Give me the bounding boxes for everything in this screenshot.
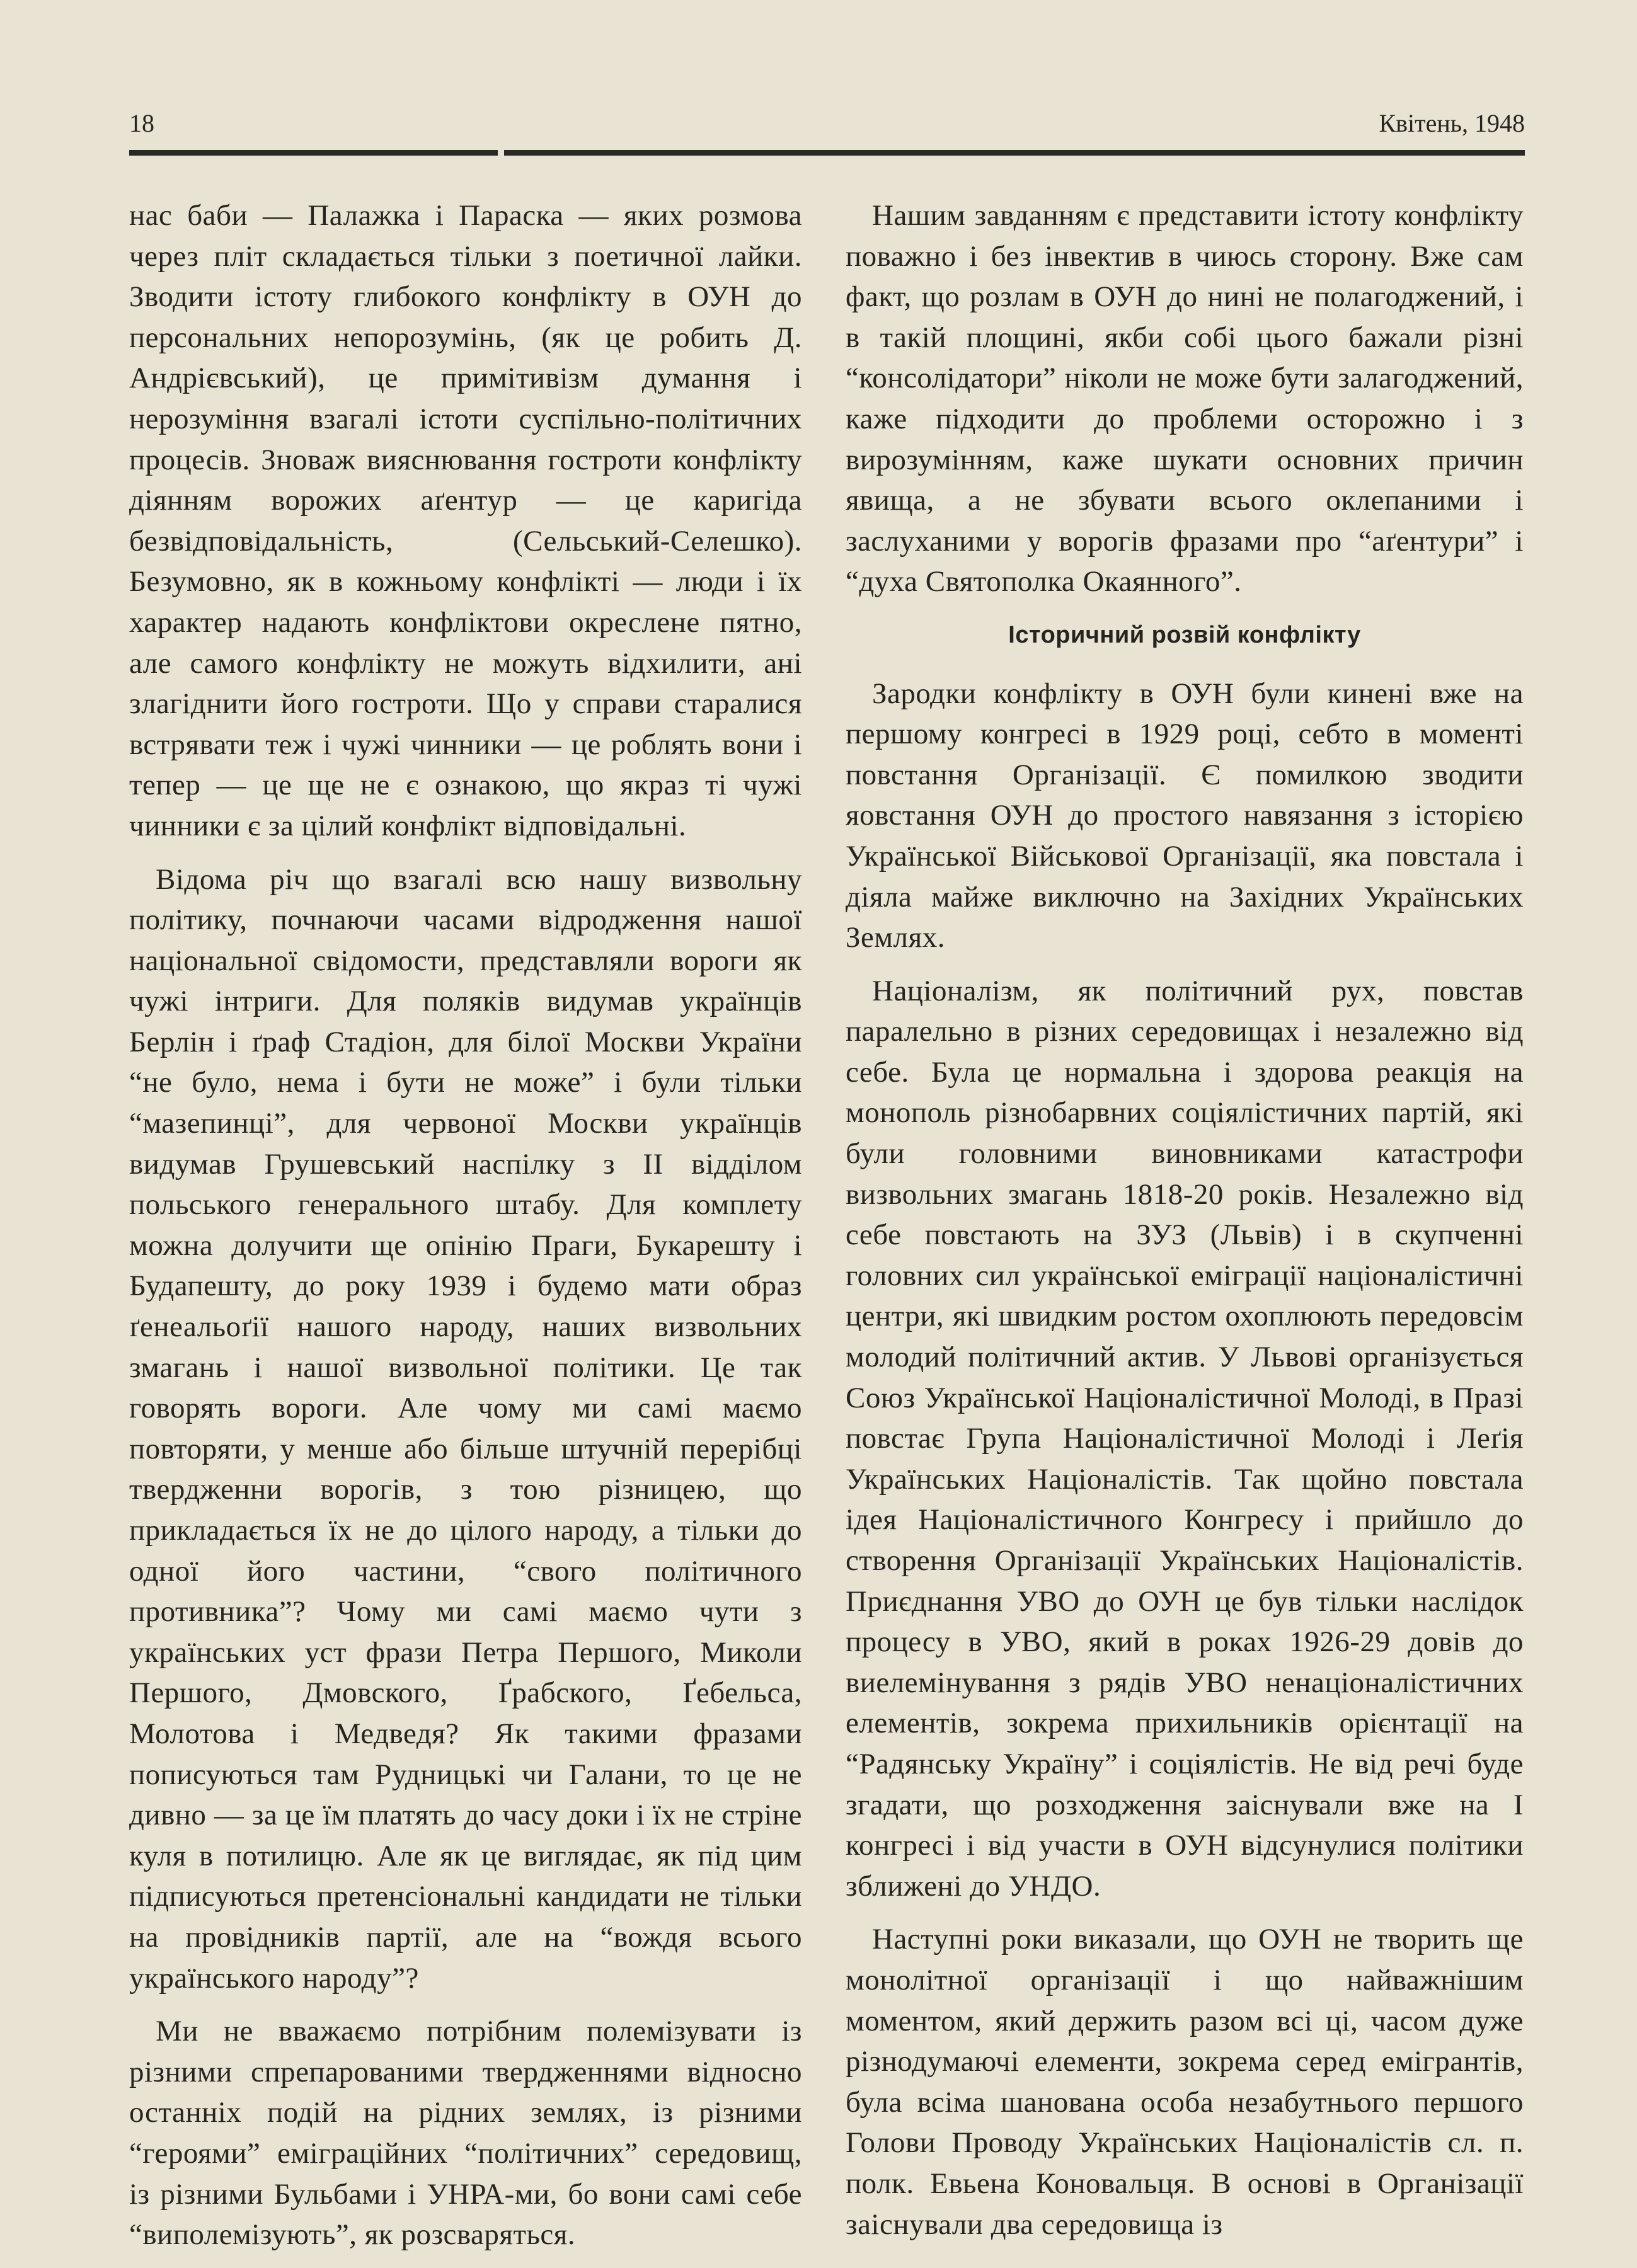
section-heading: Історичний розвій конфлікту bbox=[1008, 621, 1361, 648]
paragraph: Наступні роки виказали, що ОУН не творить ще монолітної організації і що найважнішим моментом, який держить разом всі ці, часом дуже різнодумаючі елементи, зокрема серед емігрантів, була всіма шанована особа незабутнього першого Голови Проводу Українських Націоналістів сл. п. полк. Евьена Коновальця. В основі в Організації заіснували два середовища із bbox=[846, 1923, 1524, 2241]
paragraph: Відома річ що взагалі всю нашу визвольну політику, почнаючи часами відродження нашої національної свідомости, представляли вороги як чужі інтриги. Для поляків видумав українців Берлін і ґраф Стадіон, для білої Москви України “не було, нема і бути не може” і були тільки “мазепинці”, для червоної Москви українців видумав Грушевський наспілку з II відділом польського генерального штабу. Для комплету можна долучити ще опінію Праги, Букарешту і Будапешту, до року 1939 і будемо мати образ ґенеальоґії нашого народу, наших визвольних змагань і нашої визвольної політики. Це так говорять вороги. Але чому ми самі маємо повторяти, у менше або більше штучній перерібці твердженни ворогів, з тою різницею, що прикладається їх не до цілого народу, а тільки до одної його частини, “свого політичного противника”? Чому ми самі маємо чути з українських уст фрази Петра Першого, Миколи Першого, Дмовского, Ґрабского, Ґебельса, Молотова і Медведя? Як такими фразами пописуються там Рудницькі чи Галани, то це не дивно — за це їм платять до часу доки і їх не стріне куля в потилицю. Але як це виглядає, як під цим підписуються претенсіональні кандидати не тільки на провідників партії, але на “вождя всього українського народу”? bbox=[129, 862, 802, 1995]
paragraph: нас баби — Палажка і Параска — яких розмова через пліт складається тільки з поетичної лайки. Зводити істоту глибокого конфлікту в ОУН до персональних непорозумінь, (як це робить Д. Андрієвський), це примітивізм думання і нерозуміння взагалі істоти суспільно-політичних процесів. Зноваж вияснювання гостроти конфлікту діянням ворожих аґентур — це каригіда безвідповідальність, (Сельський-Селешко). Безумовно, як в кожньому конфлікті — люди і їх характер надають конфліктови окреслене пятно, але самого конфлікту не можуть відхилити, ані злагіднити його гостроти. Що у справи старалися встрявати теж і чужі чинники — це роблять вони і тепер — це ще не є ознакою, що якраз ті чужі чинники є за цілий конфлікт відповідальні. bbox=[129, 199, 802, 842]
paragraph: Нашим завданням є представити істоту конфлікту поважно і без інвектив в чиюсь сторону. Вже сам факт, що розлам в ОУН до нині не полагоджений, і в такій площині, якби собі цього бажали різні “консолідатори” ніколи не може бути залагоджений, каже підходити до проблеми осторожно і з вирозумінням, каже шукати основних причин явища, а не збувати всього оклепаними і заслуханими у ворогів фразами про “аґентури” і “духа Святополка Окаянного”. bbox=[846, 199, 1524, 598]
paragraph: Ми не вважаємо потрібним полемізувати із різними спрепарованими твердженнями відносно останніх подій на рідних землях, із різними “героями” еміграційних “політичних” середовищ, із різними Бульбами і УНРА-ми, бо вони самі себе “виполемізують”, як розсваряться. bbox=[129, 2015, 802, 2252]
issue-date: Квітень, 1948 bbox=[1379, 109, 1525, 137]
header-rule-right bbox=[504, 150, 1525, 156]
right-column bbox=[846, 195, 1524, 2257]
page-header bbox=[129, 108, 1525, 146]
paragraph: Націоналізм, як політичний рух, повстав паралельно в різних середовищах і незалежно від себе. Була це нормальна і здорова реакція на монополь різнобарвних соціялістичних партій, які були головними виновниками катастрофи визвольних змагань 1818-20 років. Незалежно від себе повстають на ЗУЗ (Львів) і в скупченні головних сил української еміграції націоналістичні центри, які швидким ростом охоплюють передовсім молодий політичний актив. У Львові організується Союз Української Націоналістичної Молоді, в Празі повстає Група Націоналістичної Молоді і Леґія Українських Націоналістів. Так щойно повстала ідея Націоналістичного Конгресу і прийшло до створення Організації Українських Націоналістів. Приєднання УВО до ОУН це був тільки наслідок процесу в УВО, який в роках 1926-29 довів до виелемінування з рядів УВО ненаціоналістичних елементів, зокрема прихильників орієнтації на “Радянську Україну” і соціялістів. Не від речі буде згадати, що розходження заіснували вже на І конгресі і від участи в ОУН відсунулися політики зближені до УНДО. bbox=[846, 974, 1524, 1903]
header-rule-left bbox=[129, 150, 498, 156]
page-number: 18 bbox=[129, 109, 154, 137]
paragraph: Зародки конфлікту в ОУН були кинені вже на першому конгресі в 1929 році, себто в моменті повстання Організації. Є помилкою зводити яовстання ОУН до простого навязання з історією Української Військової Організації, яка повстала і діяла майже виключно на Західних Українських Землях. bbox=[846, 677, 1524, 954]
left-column bbox=[129, 195, 802, 2268]
